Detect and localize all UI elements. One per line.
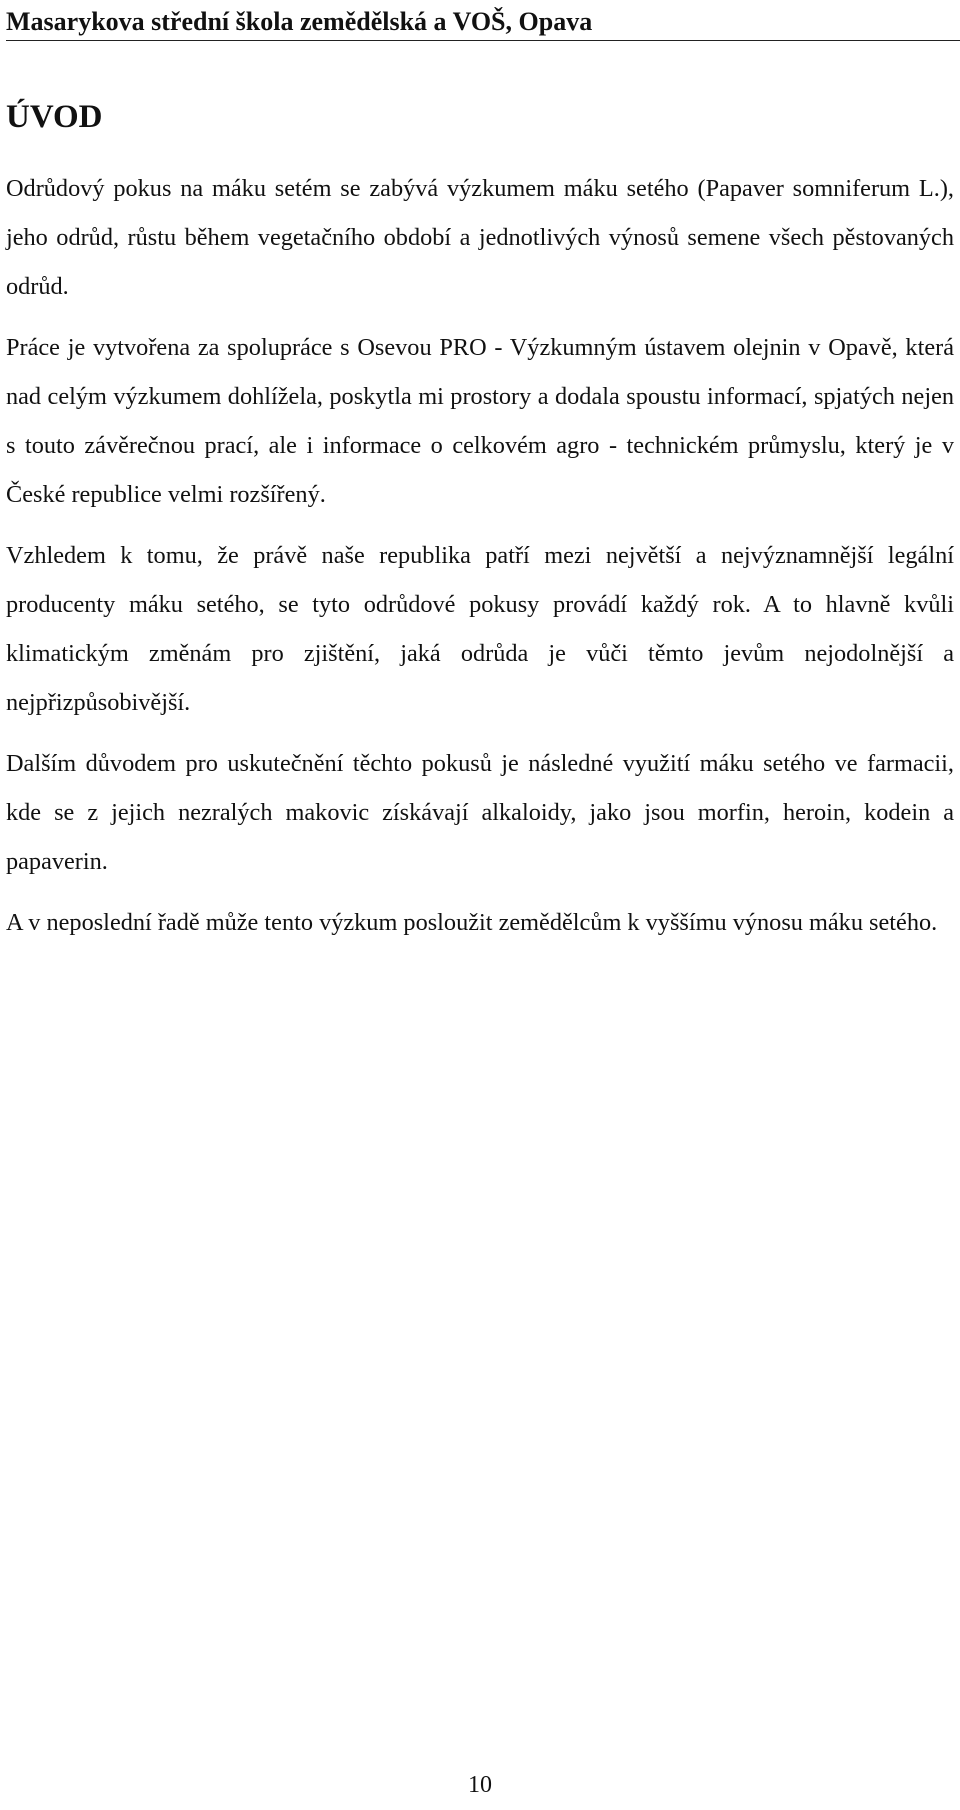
section-body bbox=[6, 164, 954, 959]
paragraph: A v neposlední řadě může tento výzkum posloužit zemědělcům k vyššímu výnosu máku setého. bbox=[6, 909, 938, 936]
header-title: Masarykova střední škola zemědělská a VOŠ, Opava bbox=[6, 7, 593, 36]
page-header bbox=[6, 4, 960, 41]
paragraph: Odrůdový pokus na máku setém se zabývá výzkumem máku setého (Papaver somniferum L.), jeho odrůd, růstu během vegetačního období a jednotlivých výnosů semene všech pěstovaných odrůd. bbox=[6, 175, 954, 300]
paragraph: Práce je vytvořena za spolupráce s Osevou PRO - Výzkumným ústavem olejnin v Opavě, která nad celým výzkumem dohlížela, poskytla mi prostory a dodala spoustu informací, spjatých nejen s touto závěrečnou prací, ale i informace o celkovém agro - technickém průmyslu, který je v České republice velmi rozšířený. bbox=[6, 334, 954, 508]
paragraph: Vzhledem k tomu, že právě naše republika patří mezi největší a nejvýznamnější legální producenty máku setého, se tyto odrůdové pokusy provádí každý rok. A to hlavně kvůli klimatickým změnám pro zjištění, jaká odrůda je vůči těmto jevům nejodolnější a nejpřizpůsobivější. bbox=[6, 542, 954, 716]
paragraph: Dalším důvodem pro uskutečnění těchto pokusů je následné využití máku setého ve farmacii, kde se z jejich nezralých makovic získávají alkaloidy, jako jsou morfin, heroin, kodein a papaverin. bbox=[6, 750, 954, 875]
page-number: 10 bbox=[468, 1772, 492, 1798]
section-heading: ÚVOD bbox=[6, 99, 103, 135]
